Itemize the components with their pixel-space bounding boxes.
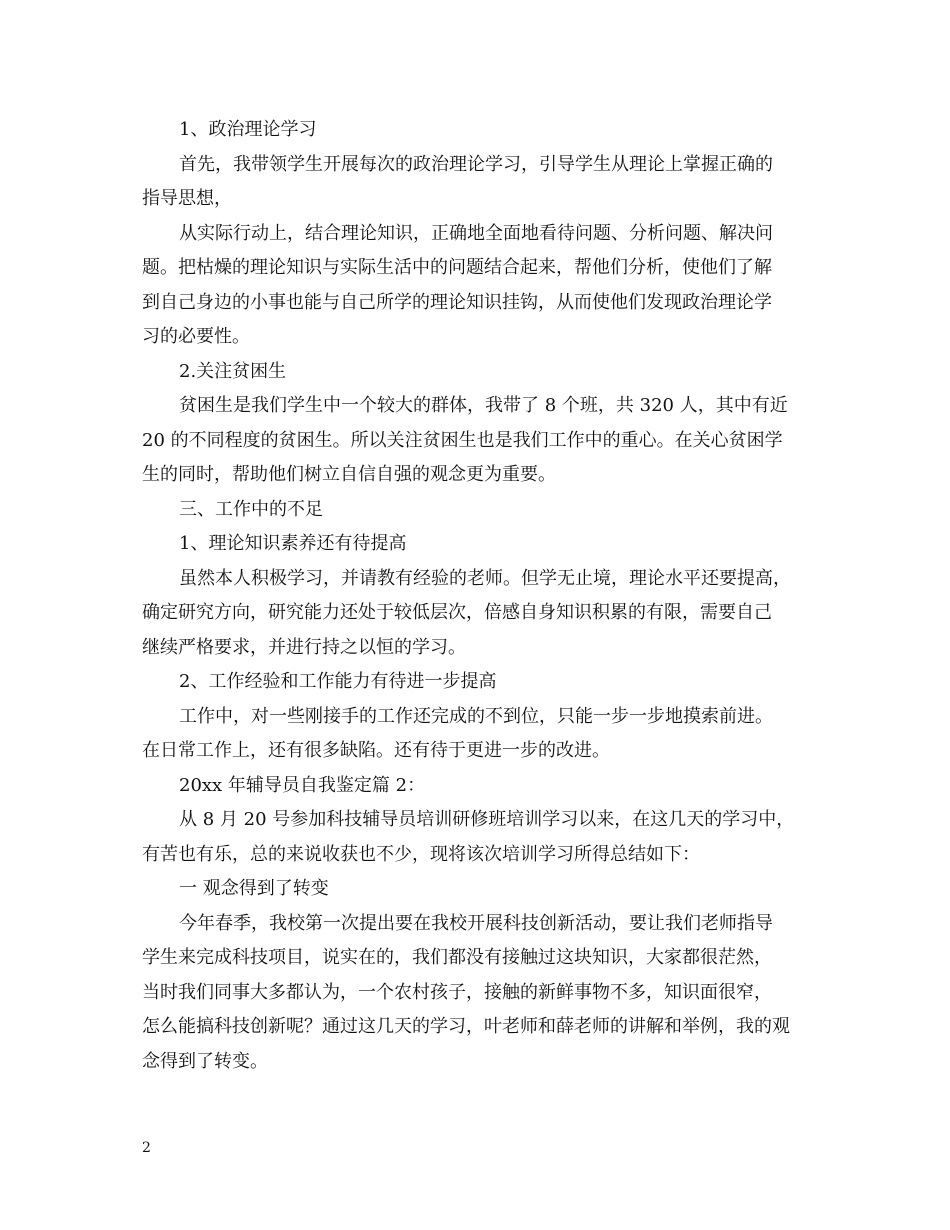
text-line: 有苦也有乐，总的来说收获也不少，现将该次培训学习所得总结如下：: [142, 843, 700, 865]
text-line: 继续严格要求，并进行持之以恒的学习。: [142, 636, 466, 658]
text-line: 20xx 年辅导员自我鉴定篇 2：: [179, 774, 426, 796]
text-line: 生的同时，帮助他们树立自信自强的观念更为重要。: [142, 464, 556, 485]
page-number: 2: [142, 1140, 151, 1156]
text-line: 指导思想，: [142, 188, 232, 209]
text-line: 习的必要性。: [142, 326, 250, 347]
text-line: 今年春季，我校第一次提出要在我校开展科技创新活动，要让我们老师指导: [179, 912, 773, 934]
document-body: [142, 113, 814, 1079]
text-line: 1、政治理论学习: [179, 119, 317, 140]
text-line: 20 的不同程度的贫困生。所以关注贫困生也是我们工作中的重心。在关心贫困学: [142, 429, 783, 451]
text-line: 1、理论知识素养还有待提高: [179, 533, 407, 554]
text-line: 2.关注贫困生: [179, 360, 287, 382]
text-line: 首先，我带领学生开展每次的政治理论学习，引导学生从理论上掌握正确的: [179, 153, 773, 175]
text-line: 贫困生是我们学生中一个较大的群体，我带了 8 个班，共 320 人，其中有近: [179, 395, 788, 416]
text-line: 从实际行动上，结合理论知识，正确地全面地看待问题、分析问题、解决问: [179, 222, 773, 244]
text-line: 一 观念得到了转变: [179, 878, 329, 899]
text-line: 题。把枯燥的理论知识与实际生活中的问题结合起来，帮他们分析，使他们了解: [142, 257, 772, 278]
text-line: 三、工作中的不足: [179, 498, 323, 520]
text-line: 从 8 月 20 号参加科技辅导员培训研修班培训学习以来，在这几天的学习中，: [179, 809, 795, 830]
text-line: 学生来完成科技项目，说实在的，我们都没有接触过这块知识，大家都很茫然，: [142, 947, 772, 968]
text-line: 怎么能搞科技创新呢？通过这几天的学习，叶老师和薛老师的讲解和举例，我的观: [142, 1016, 790, 1037]
text-line: 在日常工作上，还有很多缺陷。还有待于更进一步的改进。: [142, 740, 610, 761]
text-line: 虽然本人积极学习，并请教有经验的老师。但学无止境，理论水平还要提高，: [179, 567, 791, 589]
text-line: 到自己身边的小事也能与自己所学的理论知识挂钩，从而使他们发现政治理论学: [142, 291, 772, 313]
text-line: 2、工作经验和工作能力有待进一步提高: [179, 671, 497, 692]
text-line: 念得到了转变。: [142, 1050, 268, 1072]
text-line: 当时我们同事大多都认为，一个农村孩子，接触的新鲜事物不多，知识面很窄，: [142, 981, 772, 1003]
text-line: 工作中，对一些刚接手的工作还完成的不到位，只能一步一步地摸索前进。: [179, 705, 773, 727]
text-line: 确定研究方向，研究能力还处于较低层次，倍感自身知识积累的有限，需要自己: [142, 602, 772, 623]
